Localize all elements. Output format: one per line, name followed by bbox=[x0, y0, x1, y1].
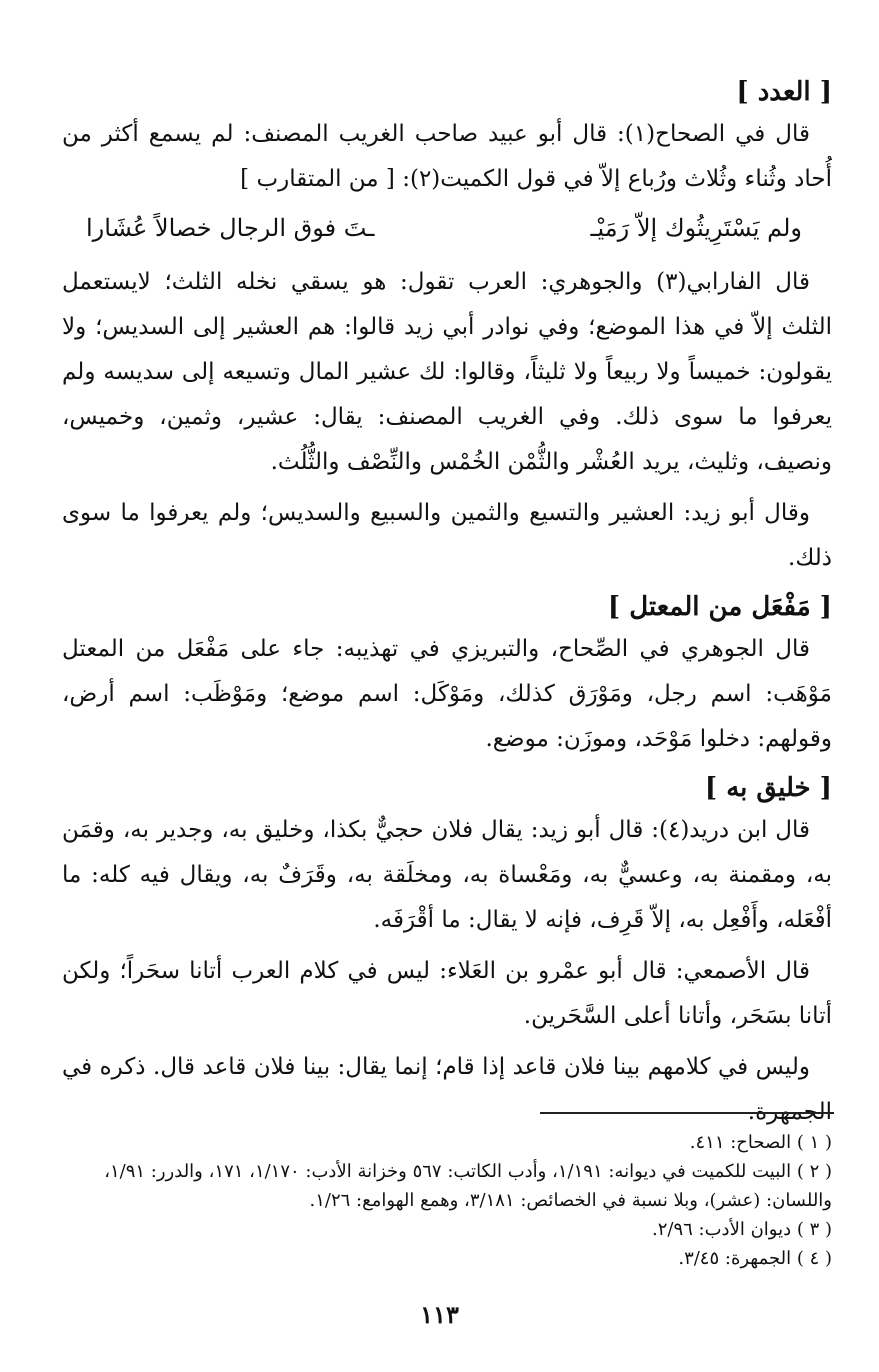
verse-hemistich-first: ولم يَسْتَرِيثُوك إلاّ رَمَيْـ bbox=[590, 214, 802, 242]
paragraph-asmai: قال الأصمعي: قال أبو عمْرو بن العَلاء: ليس في كلام العرب أتانا سحَراً؛ ولكن أتانا بسَحَر، وأتانا أعلى السَّحَرين. bbox=[62, 958, 832, 1029]
section-heading-number: [ العدد ] bbox=[736, 77, 832, 107]
verse-hemistich-second: ـتَ فوق الرجال خصالاً عُشَارا bbox=[86, 214, 375, 242]
footnote-3: ( ٣ ) ديوان الأدب: ٢/٩٦. bbox=[652, 1219, 832, 1240]
page-number: ١١٣ bbox=[420, 1300, 459, 1329]
section-heading-mafal: [ مَفْعَل من المعتل ] bbox=[607, 592, 832, 622]
paragraph-jawhari: قال الجوهري في الصِّحاح، والتبريزي في تهذيبه: جاء على مَفْعَل من المعتل مَوْهَب: اسم رجل، ومَوْرَق كذلك، ومَوْكَل: اسم موضع؛ ومَوْظَب: اسم أرض، وقولهم: دخلوا مَوْحَد، وموزَن: موضع. bbox=[62, 636, 832, 752]
paragraph-farabi: قال الفارابي(٣) والجوهري: العرب تقول: هو يسقي نخله الثلث؛ لايستعمل الثلث إلاّ في هذا الموضع؛ وفي نوادر أبي زيد قالوا: هم العشير إلى السديس؛ ولا يقولون: خميساً ولا ربيعاً ولا ثليثاً، وقالوا: لك عشير المال وتسيعه إلى سديسه ولم يعرفوا ما سوى ذلك. وفي الغريب المصنف: يقال: عشير، وثمين، وخميس، ونصيف، وثليث، يريد العُشْر والثُّمْن الخُمْس والنِّصْف والثُّلُث. bbox=[62, 269, 833, 475]
footnote-divider bbox=[540, 1112, 834, 1114]
footnote-1: ( ١ ) الصحاح: ٤١١. bbox=[689, 1132, 832, 1153]
paragraph-abu-zayd: وقال أبو زيد: العشير والتسيع والثمين والسبيع والسديس؛ ولم يعرفوا ما سوى ذلك. bbox=[62, 500, 832, 571]
paragraph-ibn-durayd: قال ابن دريد(٤): قال أبو زيد: يقال فلان حجيٌّ بكذا، وخليق به، وجدير به، وقمَن به، ومقمنة به، وعسيٌّ به، ومَعْساة به، ومخلَقة به، وقَرَفٌ به، ويقال فيه كله: ما أفْعَله، وأَفْعِل به، إلاّ قَرِف، فإنه لا يقال: ما أقْرَفَه. bbox=[62, 817, 832, 933]
paragraph-sihah: قال في الصحاح(١): قال أبو عبيد صاحب الغريب المصنف: لم يسمع أكثر من أُحاد وثُناء وثُلاث ورُباع إلاّ في قول الكميت(٢): [ من المتقارب ] bbox=[62, 121, 832, 192]
footnote-2: ( ٢ ) البيت للكميت في ديوانه: ١/١٩١، وأدب الكاتب: ٥٦٧ وخزانة الأدب: ١/١٧٠، ١٧١، والدرر: ١/٩١، واللسان: (عشر)، وبلا نسبة في الخصائص: ٣/١٨١، وهمع الهوامع: ١/٢٦. bbox=[104, 1161, 832, 1211]
footnotes bbox=[62, 1128, 832, 1273]
paragraph-jamhara: وليس في كلامهم بينا فلان قاعد إذا قام؛ إنما يقال: بينا فلان قاعد قال. ذكره في الجمهرة. bbox=[62, 1054, 832, 1125]
section-heading-khaliq: [ خليق به ] bbox=[704, 773, 832, 803]
page-body bbox=[62, 72, 832, 1141]
footnote-4: ( ٤ ) الجمهرة: ٣/٤٥. bbox=[678, 1248, 832, 1269]
verse-kumayt bbox=[62, 208, 832, 260]
